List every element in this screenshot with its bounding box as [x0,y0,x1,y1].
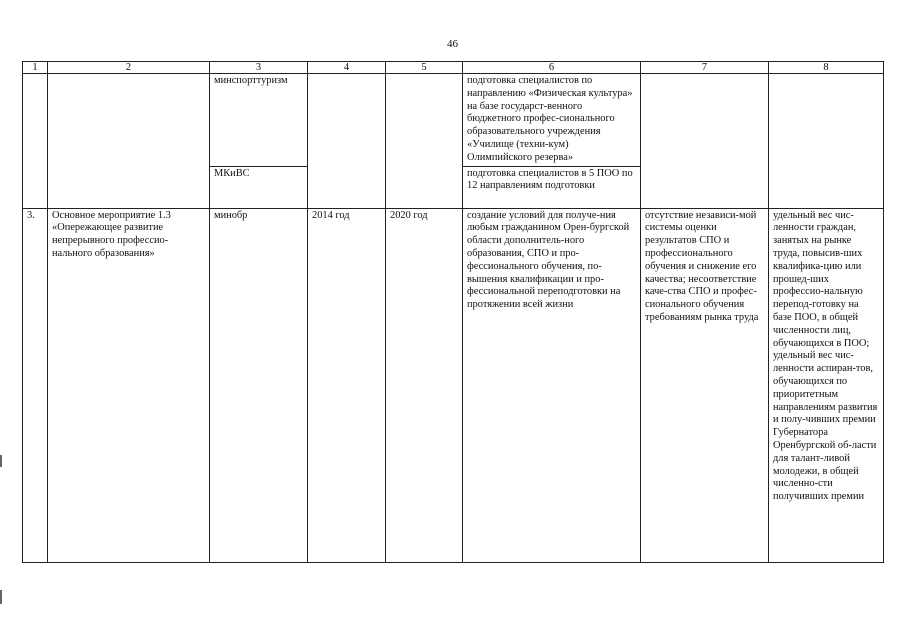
table-row [23,74,884,167]
activity-cell: подготовка специалистов по направлению «Физическая культура» на базе государст-венного бюджетного профес-сионального образовательного учреждения «Училище (техни-кум) Олимпийского резерва» [463,74,641,167]
column-header-6: 6 [463,62,641,74]
column-header-8: 8 [769,62,884,74]
column-header-4: 4 [308,62,386,74]
column-header-2: 2 [48,62,210,74]
measure-name-cell: Основное мероприятие 1.3 «Опережающее развитие непрерывного профессио-нального образования» [48,208,210,562]
end-year-cell: 2020 год [386,208,463,562]
indicators-cell: удельный вес чис-ленности граждан, занятых на рынке труда, повысив-ших квалифика-цию или прошед-ших профессио-нальную перепод-готовку на базе ПОО, в общей численности лиц, обучающихся в ПОО; удельный вес чис-ленности аспиран-тов, обучающихся по приоритетным направлениям развития и полу-чивших премии Губернатора Оренбургской об-ласти для талант-ливой молодежи, в общей численно-сти получивших премии [769,208,884,562]
end-cell-continued [386,74,463,209]
column-header-1: 1 [23,62,48,74]
risks-cell: отсутствие независи-мой системы оценки результатов СПО и профессионального обучения и снижение его качества; несоответствие каче-ства СПО и профес-сионального обучения требованиям рынка труда [641,208,769,562]
executor-cell: минобр [210,208,308,562]
name-cell-continued [48,74,210,209]
start-cell-continued [308,74,386,209]
activity-cell: подготовка специалистов в 5 ПОО по 12 направлениям подготовки [463,166,641,208]
num-cell-continued [23,74,48,209]
start-year-cell: 2014 год [308,208,386,562]
table-row [23,208,884,562]
column-header-7: 7 [641,62,769,74]
scan-edge-mark [0,590,2,604]
header-row [23,62,884,74]
scan-edge-mark [0,455,2,467]
page-number: 46 [447,38,458,50]
row-number-cell: 3. [23,208,48,562]
indicators-cell-continued [769,74,884,209]
program-table [22,61,884,563]
executor-cell: минспорттуризм [210,74,308,167]
executor-cell: МКиВС [210,166,308,208]
column-header-5: 5 [386,62,463,74]
risks-cell-continued [641,74,769,209]
activity-cell: создание условий для получе-ния любым гражданином Орен-бургской области дополнитель-ного образования, СПО и про-фессионального обучения, по-вышения квалификации и про-фессиональной переподготовки на протяжении всей жизни [463,208,641,562]
column-header-3: 3 [210,62,308,74]
